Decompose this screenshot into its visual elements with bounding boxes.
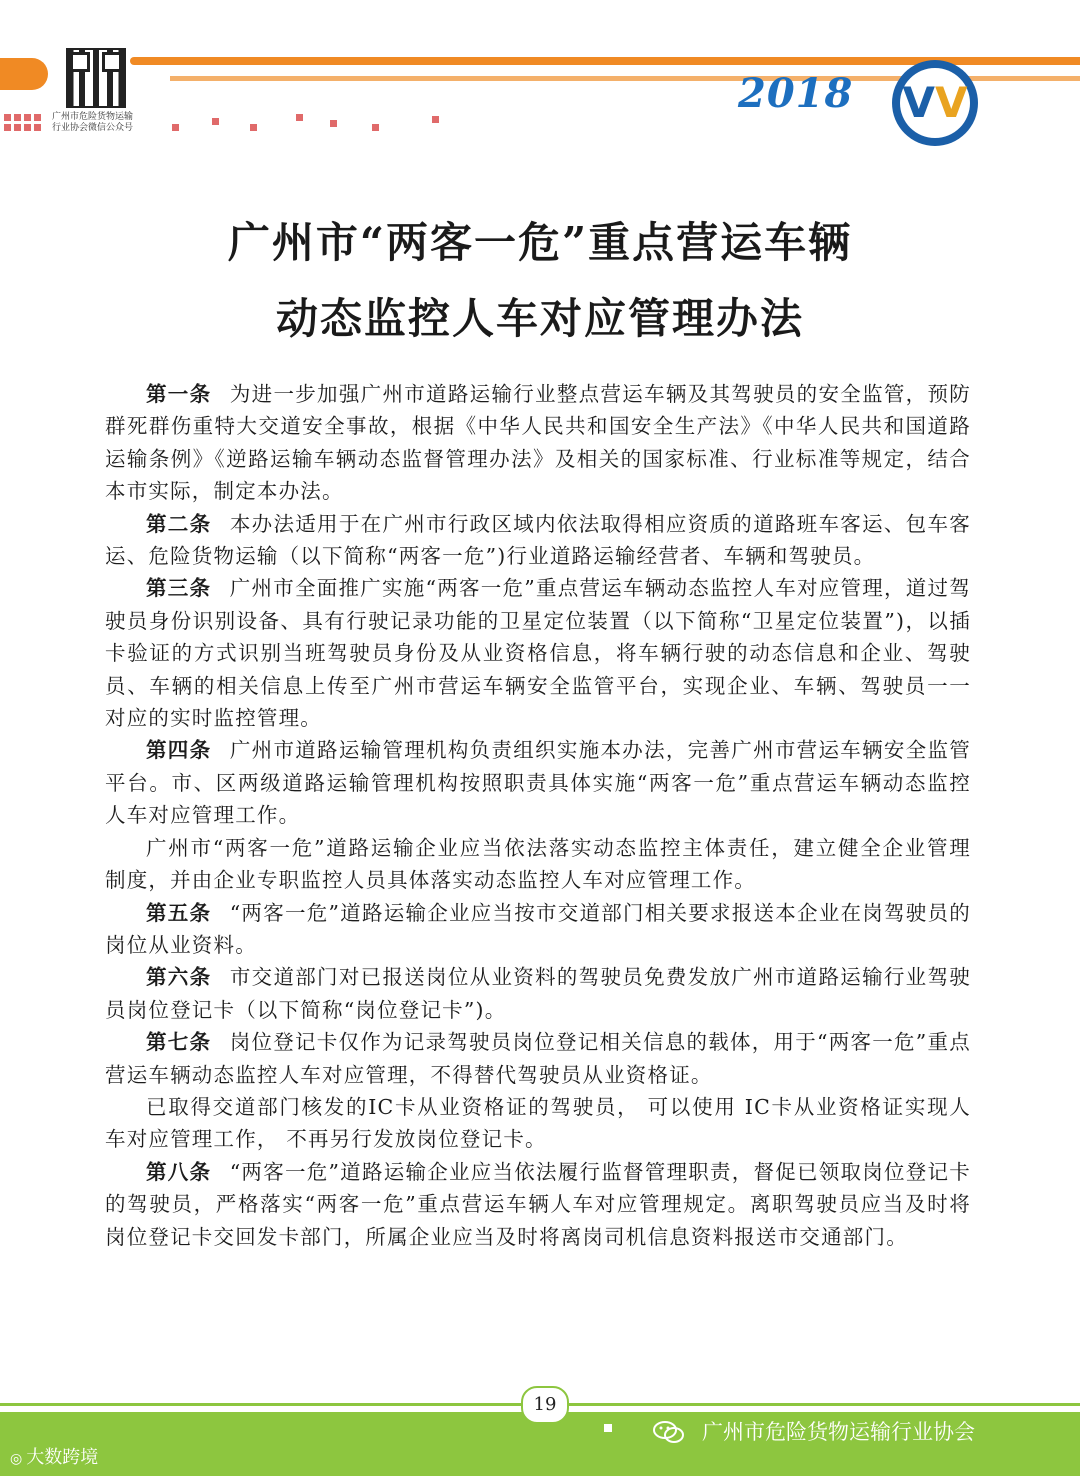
wechat-icon	[652, 1420, 686, 1444]
paragraph-text: 已取得交道部门核发的IC卡从业资格证的驾驶员， 可以使用 IC卡从业资格证实现人车对应管理工作， 不再另行发放岗位登记卡。	[105, 1094, 971, 1152]
document-title-line2: 动态监控人车对应管理办法	[275, 294, 804, 343]
article-label: 第八条	[146, 1159, 212, 1184]
article-label: 第六条	[146, 965, 212, 990]
footer-square-marker	[604, 1424, 612, 1432]
paragraph-text: 广州市“两客一危”道路运输企业应当依法落实动态监控主体责任，建立健全企业管理制度，并由企业专职监控人员具体落实动态监控人车对应管理工作。	[105, 835, 971, 893]
paragraph	[105, 1026, 971, 1091]
qr-code-icon	[66, 48, 126, 108]
paragraph	[105, 508, 971, 573]
paragraph-text: 为进一步加强广州市道路运输行业整点营运车辆及其驾驶员的安全监管，预防群死群伤重特大交道安全事故，根据《中华人民共和国安全生产法》《中华人民共和国道路运输条例》《逆路运输车辆动态监督管理办法》及相关的国家标准、行业标准等规定，结合本市实际，制定本办法。	[105, 382, 971, 504]
qr-caption-line1: 广州市危险货物运输	[52, 112, 134, 122]
article-label: 第三条	[146, 576, 212, 601]
document-title-line1: 广州市“两客一危”重点营运车辆	[227, 218, 853, 267]
decorative-dots	[0, 110, 450, 140]
watermark-text: 大数跨境	[26, 1447, 99, 1468]
paragraph-text: “两客一危”道路运输企业应当依法履行监督管理职责，督促已领取岗位登记卡的驾驶员，严格落实“两客一危”重点营运车辆人车对应管理规定。离职驾驶员应当及时将岗位登记卡交回发卡部门，所属企业应当及时将离岗司机信息资料报送市交通部门。	[105, 1159, 971, 1249]
paragraph	[105, 832, 971, 897]
footer-brand: 广州市危险货物运输行业协会	[702, 1420, 975, 1444]
article-label: 第四条	[146, 738, 212, 763]
paragraph	[105, 1156, 971, 1253]
paragraph	[105, 734, 971, 831]
year-label: 2018	[738, 70, 854, 117]
article-label: 第五条	[146, 900, 212, 925]
article-label: 第一条	[146, 382, 212, 406]
paragraph	[105, 572, 971, 734]
paragraph	[105, 1091, 971, 1156]
watermark-logo-icon: ◎	[10, 1451, 23, 1467]
paragraph	[105, 897, 971, 962]
article-label: 第二条	[146, 511, 212, 536]
paragraph-text: 市交道部门对已报送岗位从业资料的驾驶员免费发放广州市道路运输行业驾驶员岗位登记卡（以下简称“岗位登记卡”)。	[105, 965, 971, 1022]
qr-caption-line2: 行业协会微信公众号	[52, 123, 134, 133]
article-label: 第七条	[146, 1030, 212, 1055]
page-header	[0, 0, 1080, 150]
watermark	[10, 1446, 98, 1470]
paragraph-text: 岗位登记卡仅作为记录驾驶员岗位登记相关信息的载体，用于“两客一危”重点营运车辆动态监控人车对应管理，不得替代驾驶员从业资格证。	[105, 1030, 971, 1087]
paragraph-text: 广州市全面推广实施“两客一危”重点营运车辆动态监控人车对应管理，道过驾驶员身份识别设备、具有行驶记录功能的卫星定位装置（以下简称“卫星定位装置”)，以插卡验证的方式识别当班驾驶员身份及从业资格信息，将车辆行驶的动态信息和企业、驾驶员、车辆的相关信息上传至广州市营运车辆安全监管平台，实现企业、车辆、驾驶员一一对应的实时监控管理。	[105, 576, 971, 731]
paragraph	[105, 378, 971, 508]
association-logo-icon: VV	[892, 60, 978, 146]
paragraph-text: 广州市道路运输管理机构负责组织实施本办法，完善广州市营运车辆安全监管平台。市、区两级道路运输管理机构按照职责具体实施“两客一危”重点营运车辆动态监控人车对应管理工作。	[105, 738, 971, 828]
document-body	[105, 378, 971, 1253]
paragraph-text: “两客一危”道路运输企业应当按市交道部门相关要求报送本企业在岗驾驶员的岗位从业资料。	[105, 900, 971, 957]
paragraph-text: 本办法适用于在广州市行政区域内依法取得相应资质的道路班车客运、包车客运、危险货物运输（以下简称“两客一危”)行业道路运输经营者、车辆和驾驶员。	[105, 511, 971, 569]
page-number: 19	[521, 1386, 569, 1424]
paragraph	[105, 961, 971, 1026]
header-orange-band	[0, 58, 48, 90]
